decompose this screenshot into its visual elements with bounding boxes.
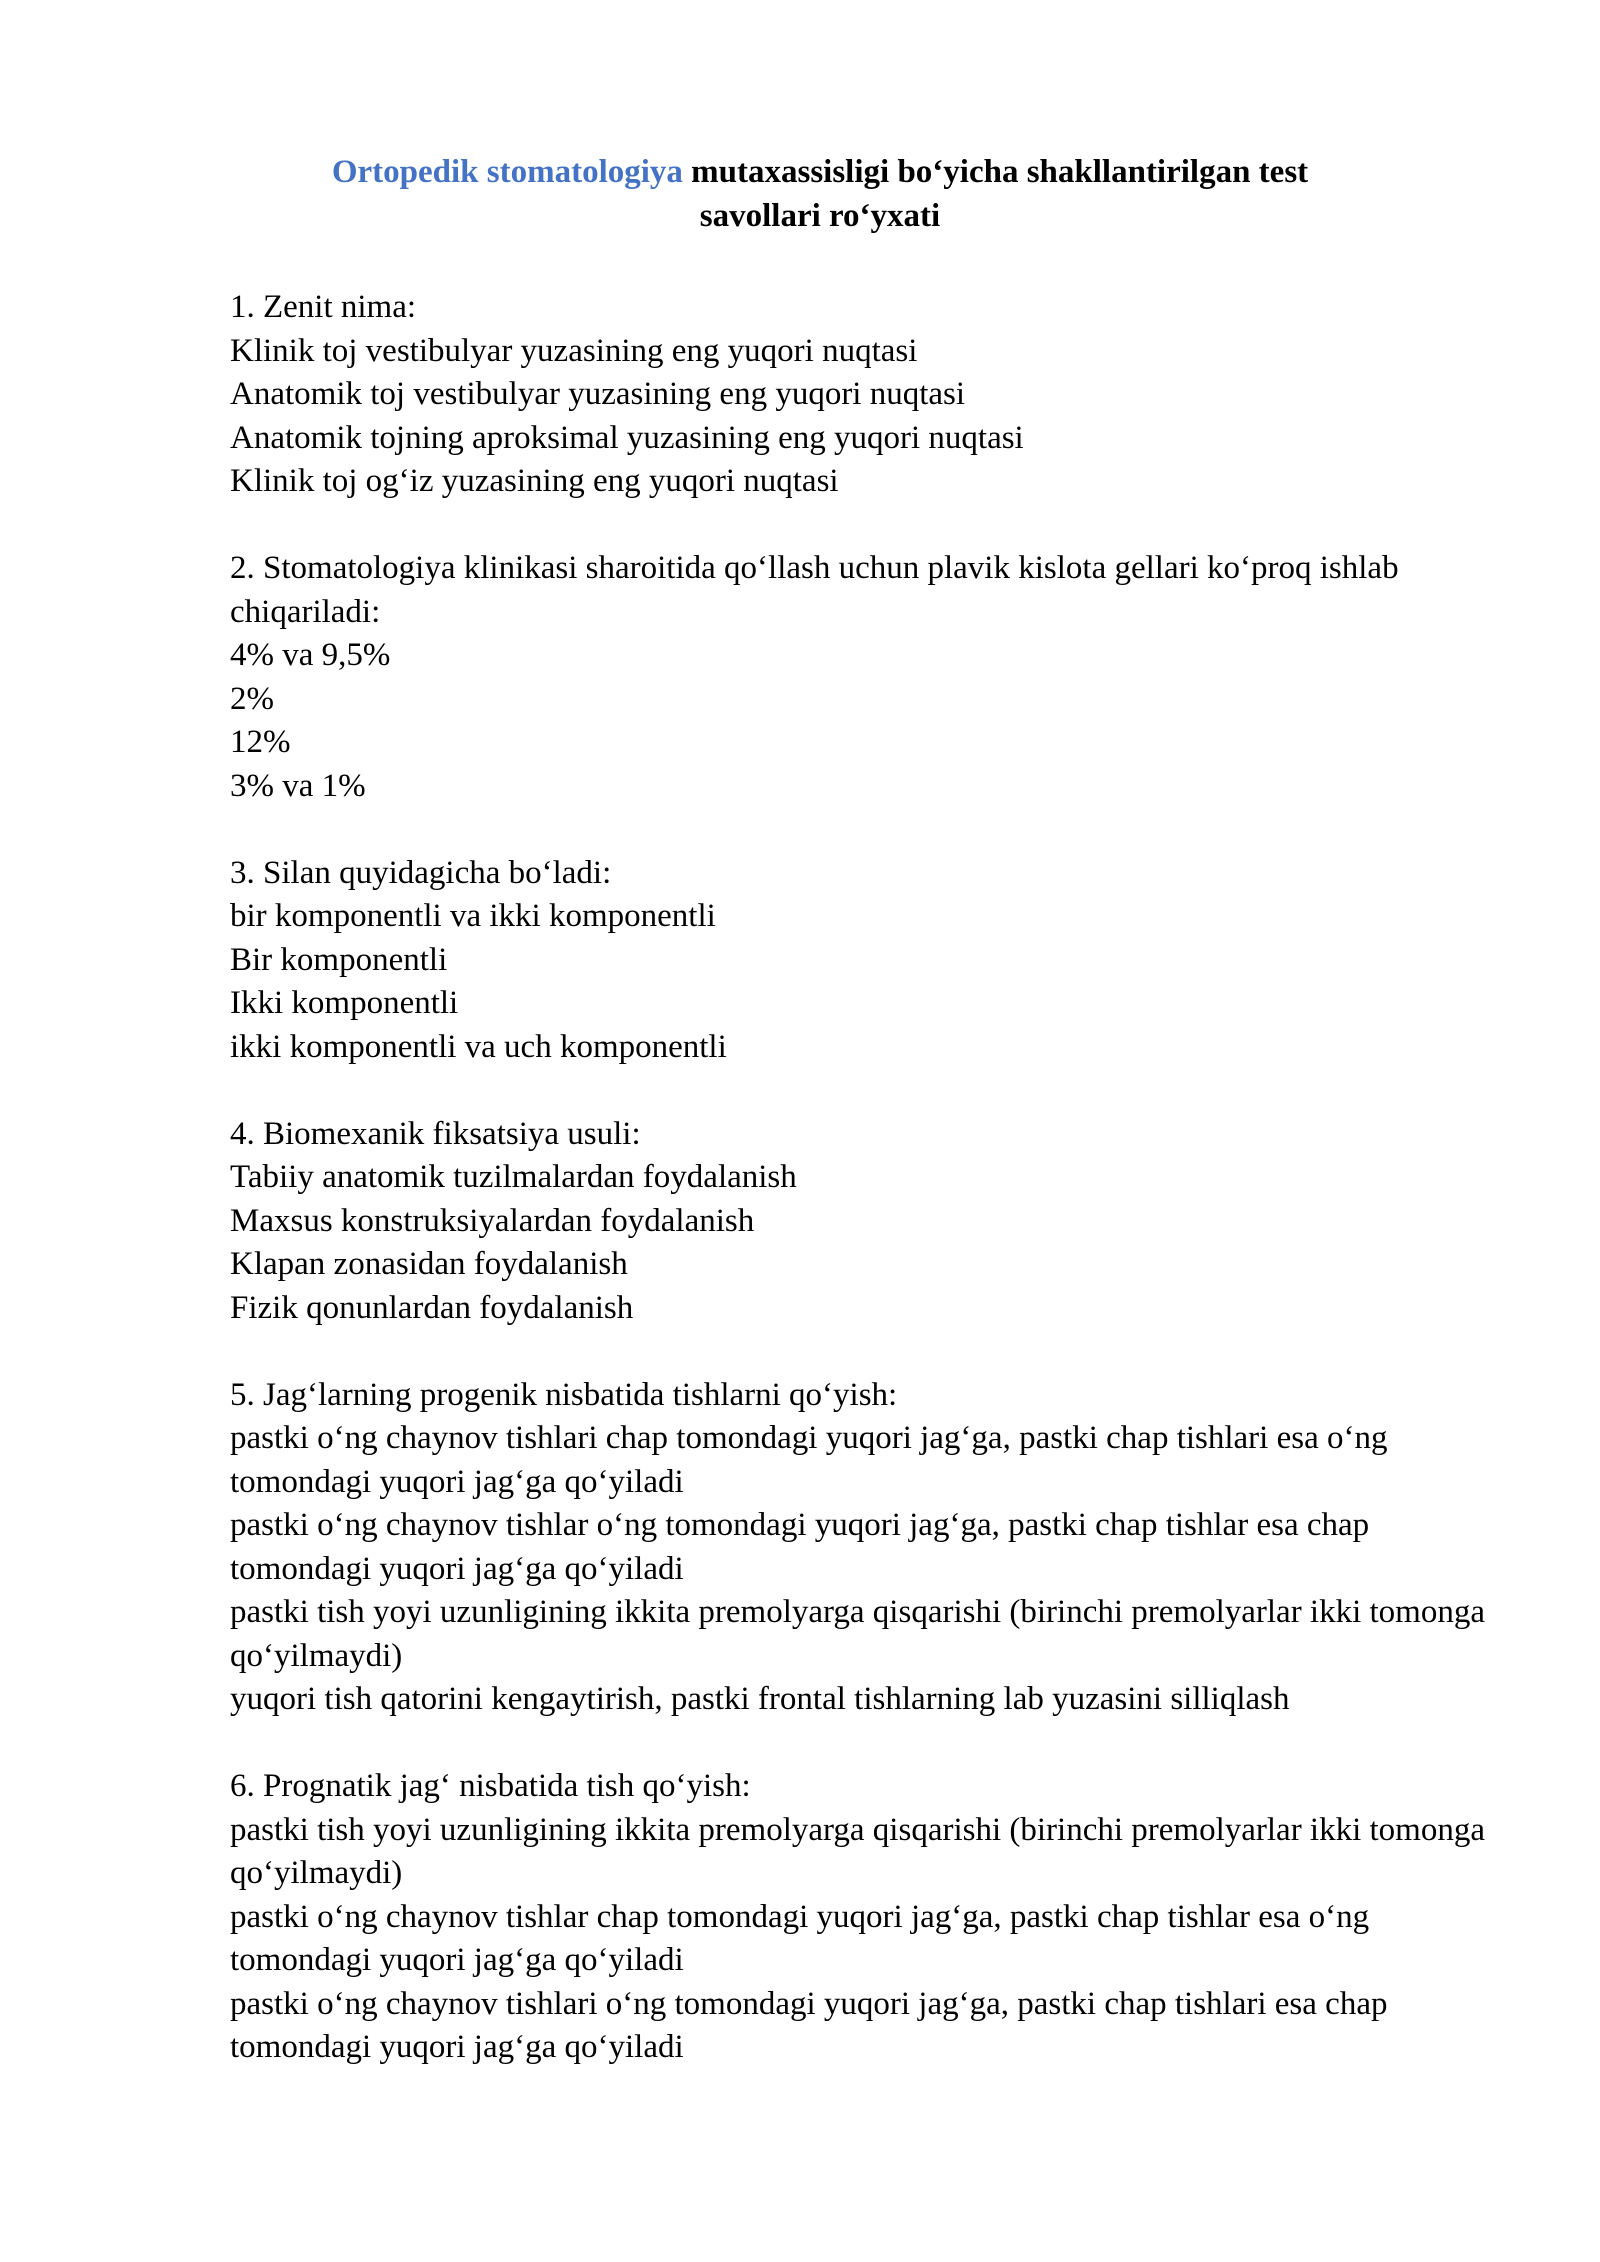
question-list <box>230 286 1510 2113</box>
question-text: 3. Silan quyidagicha bo‘ladi: <box>230 854 612 891</box>
answer-option: pastki tish yoyi uzunligining ikkita premolyarga qisqarishi (birinchi premolyarlar ikki tomonga qo‘yilmaydi) <box>230 1811 1485 1891</box>
answer-option: Klinik toj og‘iz yuzasining eng yuqori nuqtasi <box>230 463 839 499</box>
question-4 <box>230 1113 1510 1331</box>
answer-option: 4% va 9,5% <box>230 637 391 673</box>
answer-option: Klapan zonasidan foydalanish <box>230 1246 628 1282</box>
answer-option: pastki o‘ng chaynov tishlari chap tomondagi yuqori jag‘ga, pastki chap tishlari esa o‘ng tomondagi yuqori jag‘ga qo‘yiladi <box>230 1420 1388 1500</box>
document-title <box>220 150 1420 238</box>
answer-option: 12% <box>230 724 291 760</box>
question-3 <box>230 852 1510 1070</box>
answer-option: pastki o‘ng chaynov tishlari o‘ng tomondagi yuqori jag‘ga, pastki chap tishlari esa chap tomondagi yuqori jag‘ga qo‘yiladi <box>230 1985 1388 2065</box>
answer-option: 2% <box>230 680 274 717</box>
answer-option: Tabiiy anatomik tuzilmalardan foydalanish <box>230 1159 797 1195</box>
answer-option: pastki tish yoyi uzunligining ikkita premolyarga qisqarishi (birinchi premolyarlar ikki tomonga qo‘yilmaydi) <box>230 1594 1485 1674</box>
question-text: 2. Stomatologiya klinikasi sharoitida qo‘llash uchun plavik kislota gellari ko‘proq ishlab chiqariladi: <box>230 550 1399 630</box>
answer-option: ikki komponentli va uch komponentli <box>230 1028 727 1065</box>
answer-option: pastki o‘ng chaynov tishlar chap tomondagi yuqori jag‘ga, pastki chap tishlar esa o‘ng tomondagi yuqori jag‘ga qo‘yiladi <box>230 1898 1370 1978</box>
answer-option: Anatomik toj vestibulyar yuzasining eng yuqori nuqtasi <box>230 376 966 412</box>
answer-option: 3% va 1% <box>230 767 366 804</box>
question-text: 6. Prognatik jag‘ nisbatida tish qo‘yish: <box>230 1768 751 1804</box>
answer-option: yuqori tish qatorini kengaytirish, pastki frontal tishlarning lab yuzasini silliqlash <box>230 1681 1290 1717</box>
question-5 <box>230 1374 1510 1722</box>
answer-option: pastki o‘ng chaynov tishlar o‘ng tomondagi yuqori jag‘ga, pastki chap tishlar esa chap tomondagi yuqori jag‘ga qo‘yiladi <box>230 1507 1370 1587</box>
question-2 <box>230 547 1510 808</box>
answer-option: Ikki komponentli <box>230 985 459 1021</box>
title-rest: mutaxassisligi bo‘yicha shakllantirilgan test <box>682 154 1309 190</box>
title-highlight: Ortopedik stomatologiya <box>331 154 683 190</box>
answer-option: Fizik qonunlardan foydalanish <box>230 1289 634 1326</box>
answer-option: bir komponentli va ikki komponentli <box>230 898 716 934</box>
answer-option: Bir komponentli <box>230 941 448 978</box>
question-1 <box>230 286 1510 504</box>
question-text: 5. Jag‘larning progenik nisbatida tishlarni qo‘yish: <box>230 1376 898 1413</box>
answer-option: Anatomik tojning aproksimal yuzasining eng yuqori nuqtasi <box>230 419 1024 456</box>
answer-option: Maxsus konstruksiyalardan foydalanish <box>230 1202 755 1239</box>
question-text: 4. Biomexanik fiksatsiya usuli: <box>230 1115 641 1152</box>
question-text: 1. Zenit nima: <box>230 289 417 325</box>
answer-option: Klinik toj vestibulyar yuzasining eng yuqori nuqtasi <box>230 332 918 369</box>
question-6 <box>230 1765 1510 2070</box>
title-line2: savollari ro‘yxati <box>699 198 941 234</box>
